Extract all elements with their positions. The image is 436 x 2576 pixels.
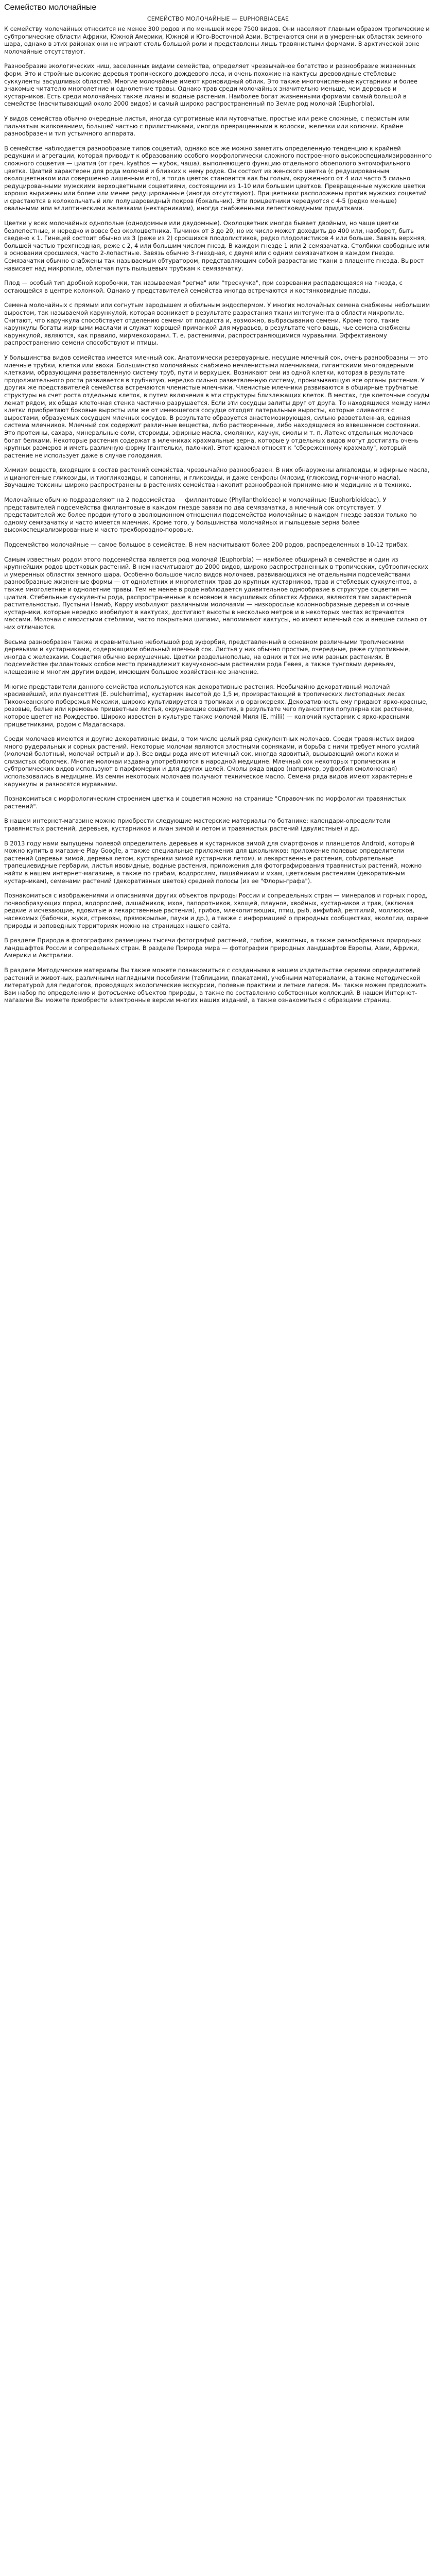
paragraph-subfamilies: Молочайные обычно подразделяют на 2 подсемейства — филлантовые (Phyllanthoideae) и молочайные (Euphorbioideae). У представителей подсемейства филлантовые в каждом гнезде завязи по два семязачатка, а млечный сок отсутствует. У представителей же более продвинутого в эволюционном отношении подсемейства молочайные в каждом гнезде завязи только по одному семязачатку и часто имеется млечник. Кроме того, у большинства молочайных и пыльцевые зерна более высокоспециализированные и часто трехбороздно-поровые. bbox=[4, 496, 417, 534]
paragraph-leaves: У видов семейства обычно очередные листья, иногда супротивные или мутовчатые, простые или реже сложные, с перистым или пальчатым жилкованием, большей частью с прилистниками, иногда превращенными в волоски, железки или колючки. Крайне разнообразен и тип устьичного аппарата. bbox=[4, 114, 410, 138]
paragraph-morphology-reference: Познакомиться с морфологическим строением цветка и соцветия можно на странице "Справочник по морфологии травянистых растений". bbox=[4, 795, 406, 810]
paragraph-euphorbioideae: Подсемейство молочайные — самое большое в семействе. В нем насчитывают более 200 родов, распределенных в 10-12 трибах. bbox=[4, 541, 409, 549]
paragraph-life-forms: Разнообразие экологических ниш, заселенных видами семейства, определяет чрезвычайное богатство и разнообразие жизненных форм. Это и стройные высокие деревья тропического дождевого леса, и очень похожие на кактусы древовидные стеблевые суккуленты засушливых областей. Многие молочайные имеют кроновидный облик. Это также многочисленные кустарники и более знакомые читателю многолетние и однолетние травы. Однако трав среди молочайных значительно меньше, чем деревьев и кустарников. Есть среди молочайных также лианы и водные растения. Наиболее богат жизненными формами самый большой в семействе (насчитывающий около 2000 видов) и самый широко распространенный по Земле род молочай (Euphorbia). bbox=[4, 62, 417, 108]
paragraph-inflorescence: В семействе наблюдается разнообразие типов соцветий, однако все же можно заметить определенную тенденцию к крайней редукции и агрегации, которая приводит к образованию особого морфологически сложного построенного высокоспециализированного сложного соцветия — циатия (от греч. kyathos — кубок, чаша), выполняющего функцию отдельного обоеполого энтомофильного цветка. Циатий характерен для рода молочай и близких к нему родов. Он состоит из женского цветка (с редуцированным околоцветником или совершенно лишенным его), в тогда цветок становится как бы голым, окруженного от 4 или часто 5 сильно редуцированными мужскими верхоцветными соцветиями, состоящими из 1-10 или большим цветков. Превращенные мужские цветки хорошо выражены или более или менее редуцированные (иногда отсутствуют). Прицветники расположены против мужских соцветий и срастаются в колокольчатый или полушаровидный покров (бокальчик). Эти прицветники чередуются с 4-5 (редко меньше) овальными или эллиптическими железками (нектарниками), иногда снабженными лепестковидными придатками. bbox=[4, 144, 432, 212]
paragraph-shop-materials: В нашем интернет-магазине можно приобрести следующие мастерские материалы по ботанике: календари-определители травянистых растений, деревьев, кустарников и лиан зимой и летом и травянистых растений (двулистные) и др. bbox=[4, 817, 391, 833]
paragraph-chemistry: Химизм веществ, входящих в состав растений семейства, чрезвычайно разнообразен. В них обнаружены алкалоиды, и эфирные масла, и цианогенные гликозиды, и тиогликозиды, и сапонины, и гликозиды, и даже сенфолы (млозид (глюкозид горчичного масла). Звучащие токсины широко распространены в растениях семейства накопит разнообразной принимению и медицине и в технике. bbox=[4, 466, 430, 489]
paragraph-seeds: Семена молочайных с прямым или согнутым зародышем и обильным эндоспермом. У многих молочайных семена снабжены небольшим выростом, так называемой карункулой, которая возникает в результате разрастания ткани интегумента в области микропиле. Считают, что карункула способствует отделению семени от плодиста и, возможно, выбрасыванию семени. Кроме того, такие карункулы богаты жирными маслами и служат хорошей приманкой для муравьев, в результате чего ващь, чье семена снабжены карункулой, являются, как правило, мирмекохорами. Т. е. растениями, распространяющимися муравьями. Эффективному распространению семени способствуют и птицы. bbox=[4, 301, 430, 347]
page bbox=[0, 0, 436, 1004]
paragraph-methodical-materials: В разделе Методические материалы Вы также можете познакомиться с созданными в нашем издательстве сериями определителей растений и животных, различными наглядными пособиями (таблицами, плакатами), учебными материалами, а также методической литературой для педагогов, проводящих экологические экскурсии, полевые практики и летние лагеря. Мы также можем предложить Вам набор по определению и фотосъемке объектов природы, а также по составлению собственных коллекций. В нашем Интернет-магазине Вы можете приобрести электронные версии многих наших изданий, а также ознакомиться с образцами страниц. bbox=[4, 966, 427, 1004]
paragraph-uses: Среди молочаев имеются и другие декоративные виды, в том числе целый ряд суккулентных молочаев. Среди травянистых видов много рудеральных и сорных растений. Некоторые молочаи являются злостными сорняками, и борьба с ними требует много усилий (молочай болотный, молочай острый и др.). Все виды рода имеют млечный сок, иногда ядовитый, вызывающий ожоги кожи и слизистых оболочек. Многие молочаи издавна употребляются в народной медицине. Млечный сок некоторых тропических и субтропических видов используют в парфюмерии и для других целей. Смолы ряда видов (например, эуфорбия смолоносная) использовались в медицине. Из семян некоторых молочаев получают техническое масло. Семена ряда видов имеют характерные карункулы и разносятся муравьями. bbox=[4, 735, 420, 788]
page-title: Семейство молочайные bbox=[4, 3, 97, 12]
article-subtitle: СЕМЕЙСТВО МОЛОЧАЙНЫЕ — EUPHORBIACEAE bbox=[147, 15, 289, 22]
paragraph-latex: У большинства видов семейства имеется млечный сок. Анатомически резервуарные, несущие млечный сок, очень разнообразны — это млечные трубки, клетки или ввохи. Большинство молочайных снабжено нечленистыми млечниками, гигантскими многоядерными клетками, образующими разветвленную систему труб, пути и верхушек. Возникают они из одной клетки, которая в результате продолжительного роста развивается в трубчатую, нередко сильно разветвленную систему, пронизывающую все органы растения. У других же представителей семейства встречаются членистые млечники. Членистые млечники развиваются в обширные трубчатые структуры на счет роста отдельных клеток, в путем включения в эти структуры близлежащих клеток. В местах, где клеточные сосуды лежат рядом, их общая клеточная стенка частично разрушается. Если эти сосудцы залиты друг от друга. То находящиеся между ними клетки приобретают боковые выросты или же от имеющегося сосудце отходят латеральные выросты, которые сливаются с выростами, образуемых сосудцем млечных сосудов. В результате образуется анастомозирующая, сильно разветвленная, единая система млечников. Млечный сок содержит различные вещества, либо растворенные, либо находящиеся во взвешенном состоянии. Это протеины, сахара, минеральные соли, стероиды, эфирные масла, смолянки, каучук, смолы и т. п. Латекс отдельных молочаев богат белками. Некоторые растения содержат в млечниках крахмальные зерна, которые у отдельных видов могут достигать очень крупных размеров и иметь различную форму (гантельки, палочки). Этот крахмал относят к "сбереженному крахмалу", который растение не использует даже в случае голодания. bbox=[4, 353, 430, 459]
paragraph-flowers: Цветки у всех молочайных однополые (однодомные или двудомные). Околоцветник иногда бывает двойным, но чаще цветки безлепестные, и нередко и вовсе без околоцветника. Тычинок от 3 до 20, но их число может доходить до 400 или, наоборот, быть сведено к 1. Гинецей состоит обычно из 3 (реже из 2) сросшихся плодолистиков, редко плодолистиков 4 или больше. Завязь верхняя, большей частью трехгнездная, реже с 2, 4 или большим числом гнезд. В каждом гнезде 1 или 2 семязачатка. Столбики свободные или в основании сросшиеся, часто 2-лопастные. Завязь обычно 3-гнездная, с двумя или с одним семязачатком в каждом гнезде. Семязачатки обычно снабжены так называемым обтуратором, представляющим собой разрастание ткани в плаценте гнезда. Вырост нависает над микропиле, облегчая путь пыльцевым трубкам к семязачатку. bbox=[4, 219, 430, 272]
paragraph-other-genera: Весьма разнообразен также и сравнительно небольшой род эуфорбия, представленный в основном различными тропическими деревьями и кустарниками, содержащими обильный млечный сок. Листья у них обычно простые, очередные, реже супротивные, иногда с железками. Соцветия обычно верхушечные. Цветки раздельнополые, на одних и тех же или разных растениях. В подсемействе филлантовых особое место принадлежит каучуконосным растениям рода Гевея, а также тунговым деревьям, клещевине и многим другим видам, имеющим большое хозяйственное значение. bbox=[4, 638, 410, 675]
paragraph-fruit: Плод — особый тип дробной коробочки, так называемая "регма" или "трескучка", при созревании распадающаяся на гнезда, с остающейся в центре колонкой. Однако у представителей семейства иногда встречаются и костянковидные плоды. bbox=[4, 279, 403, 294]
paragraph-other-objects: Познакомиться с изображениями и описаниями других объектов природы России и сопредельных стран — минералов и горных пород, почвообразующих пород, водорослей, лишайников, мхов, папоротников, хвощей, плаунов, хвойных, кустарников и трав, (включая редкие и исчезающие, ядовитые и лекарственные растения), грибов, млекопитающих, птиц, рыб, амфибий, рептилий, моллюсков, насекомых (бабочки, жуки, стрекозы, прямокрылые, пауки и др.), а также с информацией о природных сообществах, экологии, охране природы и заповедных территориях можно на страницах нашего сайта. bbox=[4, 892, 429, 929]
paragraph-nature-photos: В разделе Природа в фотографиях размещены тысячи фотографий растений, грибов, животных, а также разнообразных природных ландшафтов России и сопредельных стран. В разделе Природа мира — фотографии природных ландшафтов Европы, Азии, Африки, Америки и Австралии. bbox=[4, 937, 422, 959]
paragraph-apps: В 2013 году нами выпущены полевой определитель деревьев и кустарников зимой для смартфонов и планшетов Android, который можно купить в магазине Play Google, а также специальные приложения для школьников: приложение полевые определители растений (деревья зимой, деревья летом, кустарники зимой кустарники летом), и лекарственные растения, собирательные трапециевидные гербарии, листья ивовидные, водные растения, приложения для фотографирования травянистых растений, можно найти в нашем интернет-магазине, а также по грибам, водорослям, лишайникам и мхам, цветковым растениям (декоративным кустарникам), семенами растений (декоративных цветов) средней полосы (из ее "Флоры-графа"). bbox=[4, 839, 422, 885]
article-body bbox=[4, 25, 432, 1004]
paragraph-ornamental: Многие представители данного семейства используются как декоративные растения. Необычайно декоративный молочай красивейший, или пуансеттия (E. pulcherrima), кустарник высотой до 1,5 м, произрастающий в тропических листопадных лесах Тихоокеанского побережья Мексики, широко культивируется в тропиках и в оранжереях. Декоративность ему придают ярко-красные, розовые, белые или кремовые прицветные листья, окружающие соцветия, в результате чего пуансеттия популярна как растение, которое цветет на Рождество. Широко известен в культуре также молочай Миля (E. milii) — колючий кустарник с ярко-красными прицветниками, родом с Мадагаскара. bbox=[4, 683, 428, 728]
paragraph-distribution: К семейству молочайных относится не менее 300 родов и по меньшей мере 7500 видов. Они населяют главным образом тропические и субтропические области Африки, Южной Америки, Южной и Юго-Восточной Азии. Встречаются они и в умеренных областях земного шара, однако в этих районах они не играют столь большой роли и представлены лишь травянистыми формами. В арктической зоне молочайные отсутствуют. bbox=[4, 25, 430, 55]
paragraph-genus-euphorbia: Самым известным родом этого подсемейства является род молочай (Euphorbia) — наиболее обширный в семействе и один из крупнейших родов цветковых растений. В нем насчитывают до 2000 видов, широко распространенных в тропических, субтропических и умеренных областях земного шара. Особенно большое число видов молочаев, развивающихся не отдельными подсемействами разнообразные жизненные формы — от однолетних и многолетних трав до крупных кустарников, трав и стеблевых суккулентов, а также многолетние и однолетние травы. Тем не менее в роде наблюдается удивительное однообразие в структуре соцветия — циатия. Стебельные суккуленты рода, распространенные в основном в засушливых областях Африки, являются там характерной растительностью. Пустыни Намиб, Карру изобилуют различными молочаями — низкорослые колоннообразные деревья и сочные кустарники, которые нередко изобилуют в кактусах, достигают высоты в несколько метров и в некоторых местах встречаются массами. Молочаи с мясистыми стеблями, часто покрытыми шипами, напоминают кактусы, но имеют млечный сок и внешне сильно от них отличаются. bbox=[4, 555, 428, 631]
